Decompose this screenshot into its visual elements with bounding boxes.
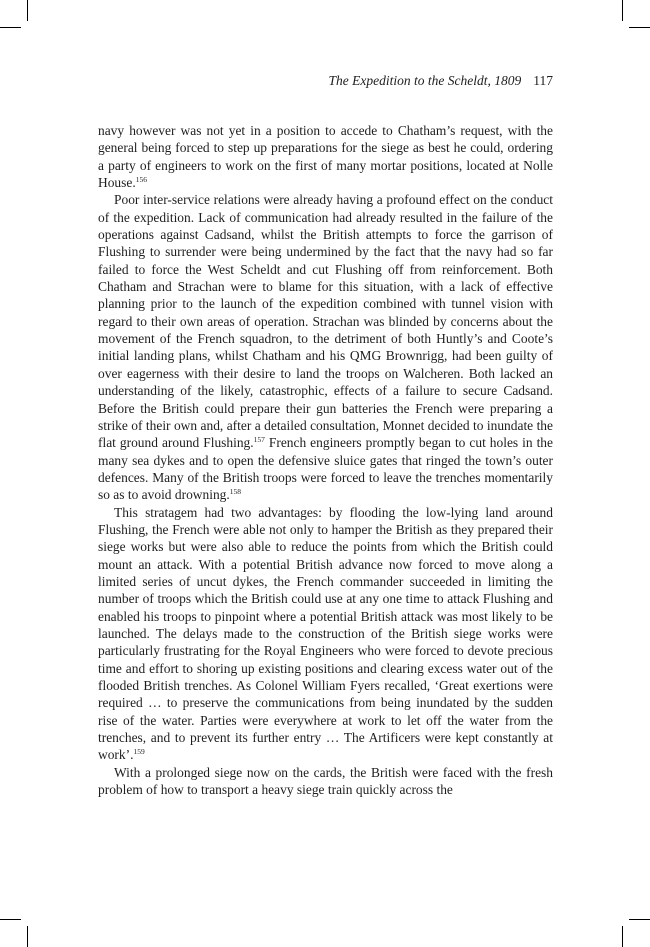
paragraph-3 [98,504,553,764]
body-text [98,122,553,798]
page-number: 117 [533,73,553,88]
footnote-ref-158: 158 [229,487,242,497]
paragraph-text: navy however was not yet in a position to accede to Chatham’s request, with the general being forced to step up preparations for the siege as best he could, ordering a party of engineers to work on the first of many mortar positions, located at Nolle House. [98,123,553,191]
running-head-title: The Expedition to the Scheldt, 1809 [328,73,522,88]
crop-mark-bottom-right-vertical [622,926,623,947]
crop-mark-top-right-horizontal [629,27,650,28]
crop-mark-top-left-vertical [27,0,28,21]
paragraph-1 [98,122,553,191]
running-head [98,73,553,89]
paragraph-text: Poor inter-service relations were already having a profound effect on the conduct of the expedition. Lack of communication had already resulted in the failure of the operations against Cadsand, whilst the British attempts to force the garrison of Flushing to surrender were being undermined by the fact that the navy had so far failed to force the West Scheldt and cut Flushing off from reinforcement. Both Chatham and Strachan were to blame for this situation, with a lack of effective planning prior to the launch of the expedition combined with tunnel vision with regard to their own areas of operation. Strachan was blinded by concerns about the movement of the French squadron, to the detriment of both Huntly’s and Coote’s initial landing plans, whilst Chatham and his QMG Brownrigg, had been guilty of over eagerness with their desire to land the troops on Walcheren. Both lacked an understanding of the likely, catastrophic, effects of a failure to secure Cadsand. Before the British could prepare their gun batteries the French were preparing a strike of their own and, after a detailed consultation, Monnet decided to inundate the flat ground around Flushing. [98,192,553,451]
crop-mark-top-right-vertical [622,0,623,21]
crop-mark-bottom-left-horizontal [0,919,21,920]
paragraph-text: This stratagem had two advantages: by flooding the low-lying land around Flushing, the French were able not only to hamper the British as they prepared their siege works but were also able to reduce the points from which the British could mount an attack. With a potential British advance now forced to move along a limited series of uncut dykes, the French commander succeeded in limiting the number of troops which the British could use at any one time to attack Flushing and enabled his troops to pinpoint where a potential British attack was most likely to be launched. The delays made to the construction of the British siege works were particularly frustrating for the Royal Engineers who were forced to devote precious time and effort to shoring up existing positions and clearing excess water out of the flooded British trenches. As Colonel William Fyers recalled, ‘Great exertions were required … to preserve the communications from being inundated by the sudden rise of the water. Parties were everywhere at work to let off the water from the trenches, and to prevent its further entry … The Artificers were kept constantly at work’. [98,504,553,763]
paragraph-text-continued: French engineers promptly began to cut holes in the many sea dykes and to open the defensive sluice gates that ringed the town’s outer defences. Many of the British troops were forced to leave the trenches momentarily so as to avoid drowning. [98,435,553,503]
crop-mark-bottom-left-vertical [27,926,28,947]
paragraph-2 [98,191,553,503]
crop-mark-top-left-horizontal [0,27,21,28]
footnote-ref-159: 159 [133,747,145,757]
paragraph-text: With a prolonged siege now on the cards, the British were faced with the fresh problem of how to transport a heavy siege train quickly across the [98,764,553,798]
crop-mark-bottom-right-horizontal [629,919,650,920]
footnote-ref-157: 157 [253,435,265,445]
paragraph-4 [98,764,553,799]
footnote-ref-156: 156 [135,175,147,185]
